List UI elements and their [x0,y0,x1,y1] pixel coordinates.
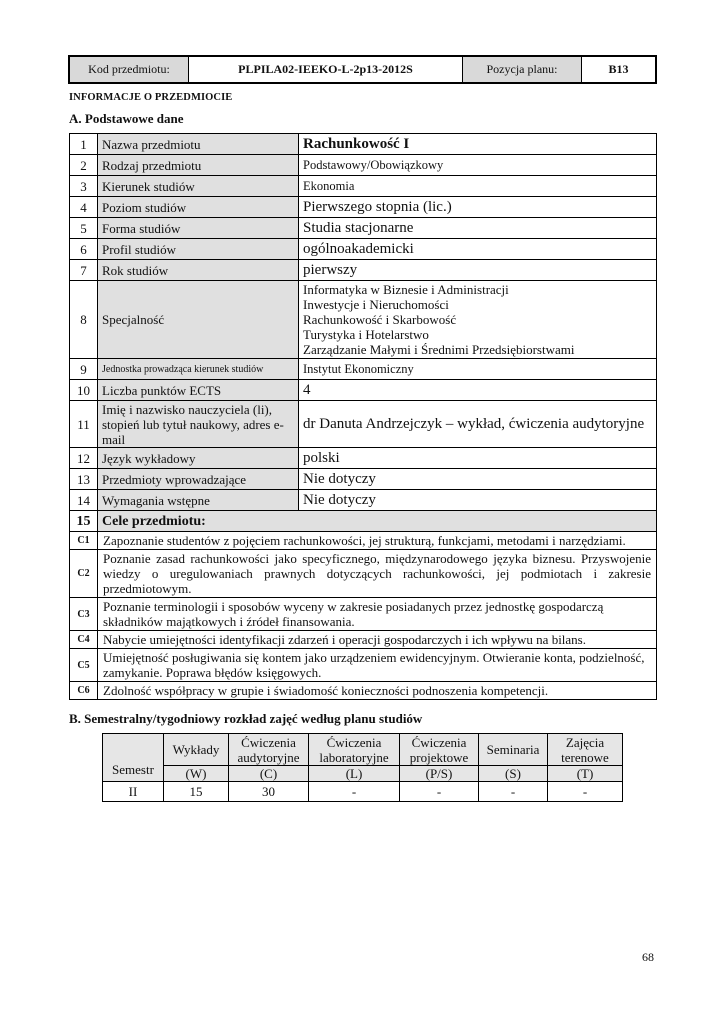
column-header: Ćwiczenia laboratoryjne [309,734,400,766]
column-abbr: (L) [309,766,400,782]
column-abbr: (S) [479,766,548,782]
row-label: Poziom studiów [98,197,299,218]
goal-row [70,598,657,631]
row-value: 4 [299,380,657,401]
goals-header-row [70,511,657,532]
row-number: 14 [70,490,98,511]
goal-code: C2 [70,550,98,598]
specialization-item: Informatyka w Biznesie i Administracji [303,282,509,297]
specialization-item: Inwestycje i Nieruchomości [303,297,449,312]
row-label: Jednostka prowadząca kierunek studiów [98,359,299,380]
row-label: Liczba punktów ECTS [98,380,299,401]
code-label: Kod przedmiotu: [69,56,189,83]
table-row [70,359,657,380]
hours-value: 30 [229,782,309,802]
goal-row [70,682,657,700]
row-number: 1 [70,134,98,155]
goal-row [70,649,657,682]
column-abbr: (W) [164,766,229,782]
row-number: 13 [70,469,98,490]
row-number: 8 [70,281,98,359]
column-header: Seminaria [479,734,548,766]
row-number: 7 [70,260,98,281]
row-label: Profil studiów [98,239,299,260]
goal-text: Umiejętność posługiwania się kontem jako urządzeniem ewidencyjnym. Otwieranie konta, podzielność, zamykanie. Poprawa błędów księgowych. [98,649,657,682]
goal-code: C6 [70,682,98,700]
table-row [70,134,657,155]
table-row [70,380,657,401]
table-row [70,260,657,281]
column-abbr: (T) [548,766,623,782]
table-row [70,401,657,448]
goals-title: Cele przedmiotu: [98,511,657,532]
schedule-row [103,782,623,802]
specialization-item: Rachunkowość i Skarbowość [303,312,457,327]
column-header: Wykłady [164,734,229,766]
row-label: Imię i nazwisko nauczyciela (li), stopień lub tytuł naukowy, adres e-mail [98,401,299,448]
row-number: 9 [70,359,98,380]
hours-value: - [479,782,548,802]
row-label: Rok studiów [98,260,299,281]
row-value: pierwszy [299,260,657,281]
goal-row [70,631,657,649]
row-value: Podstawowy/Obowiązkowy [299,155,657,176]
goal-row [70,550,657,598]
table-row [70,197,657,218]
table-row [70,281,657,359]
row-value: ogólnoakademicki [299,239,657,260]
row-label: Kierunek studiów [98,176,299,197]
section-b-title: B. Semestralny/tygodniowy rozkład zajęć według planu studiów [69,711,423,726]
row-label: Wymagania wstępne [98,490,299,511]
row-label: Język wykładowy [98,448,299,469]
row-value: Nie dotyczy [299,469,657,490]
hours-value: 15 [164,782,229,802]
row-number: 5 [70,218,98,239]
hours-value: - [400,782,479,802]
table-row [70,448,657,469]
goal-code: C5 [70,649,98,682]
row-label: Nazwa przedmiotu [98,134,299,155]
table-row [70,469,657,490]
column-header: Ćwiczenia projektowe [400,734,479,766]
table-row [70,490,657,511]
section-a-title: A. Podstawowe dane [69,111,184,126]
goal-text: Zapoznanie studentów z pojęciem rachunkowości, jej strukturą, funkcjami, metodami i narzędziami. [98,532,657,550]
info-title: INFORMACJE O PRZEDMIOCIE [69,92,233,103]
hours-value: - [309,782,400,802]
hours-value: - [548,782,623,802]
table-row [70,218,657,239]
teacher-value: dr Danuta Andrzejczyk – wykład, ćwiczenia audytoryjne [299,401,657,448]
column-header: Ćwiczenia audytoryjne [229,734,309,766]
specialization-item: Turystyka i Hotelarstwo [303,327,429,342]
position-label: Pozycja planu: [463,56,582,83]
row-value: polski [299,448,657,469]
schedule-table [102,733,623,802]
course-code-table [68,55,657,84]
semester-value: II [103,782,164,802]
code-value: PLPILA02-IEEKO-L-2p13-2012S [189,56,463,83]
table-row [70,155,657,176]
specialization-list [299,281,657,359]
row-value: Pierwszego stopnia (lic.) [299,197,657,218]
row-label: Specjalność [98,281,299,359]
row-number: 3 [70,176,98,197]
goal-code: C3 [70,598,98,631]
basic-data-table [69,133,657,700]
table-row [70,176,657,197]
goal-code: C4 [70,631,98,649]
row-value: Ekonomia [299,176,657,197]
goal-text: Zdolność współpracy w grupie i świadomość konieczności podnoszenia kompetencji. [98,682,657,700]
page-number: 68 [642,950,654,964]
goal-text: Nabycie umiejętności identyfikacji zdarzeń i operacji gospodarczych i ich wpływu na bilans. [98,631,657,649]
table-row [70,239,657,260]
goals-number: 15 [70,511,98,532]
column-header: Zajęcia terenowe [548,734,623,766]
specialization-item: Zarządzanie Małymi i Średnimi Przedsiębiorstwami [303,342,575,357]
semester-header: Semestr [103,734,164,782]
row-label: Forma studiów [98,218,299,239]
row-number: 11 [70,401,98,448]
column-abbr: (P/S) [400,766,479,782]
row-label: Przedmioty wprowadzające [98,469,299,490]
goal-code: C1 [70,532,98,550]
course-name: Rachunkowość I [299,134,657,155]
row-value: Nie dotyczy [299,490,657,511]
goal-text: Poznanie zasad rachunkowości jako specyficznego, międzynarodowego języka biznesu. Przyswojenie wiedzy o uregulowaniach prawnych dotyczących rachunkowości, jej podmiotach i zakresie przedmiotowym. [98,550,657,598]
goal-row [70,532,657,550]
position-value: B13 [582,56,657,83]
goal-text: Poznanie terminologii i sposobów wyceny w zakresie posiadanych przez jednostkę gospodarczą składników majątkowych i źródeł finansowania. [98,598,657,631]
row-number: 4 [70,197,98,218]
row-value: Studia stacjonarne [299,218,657,239]
row-value: Instytut Ekonomiczny [299,359,657,380]
row-label: Rodzaj przedmiotu [98,155,299,176]
row-number: 12 [70,448,98,469]
column-abbr: (C) [229,766,309,782]
row-number: 6 [70,239,98,260]
row-number: 10 [70,380,98,401]
row-number: 2 [70,155,98,176]
